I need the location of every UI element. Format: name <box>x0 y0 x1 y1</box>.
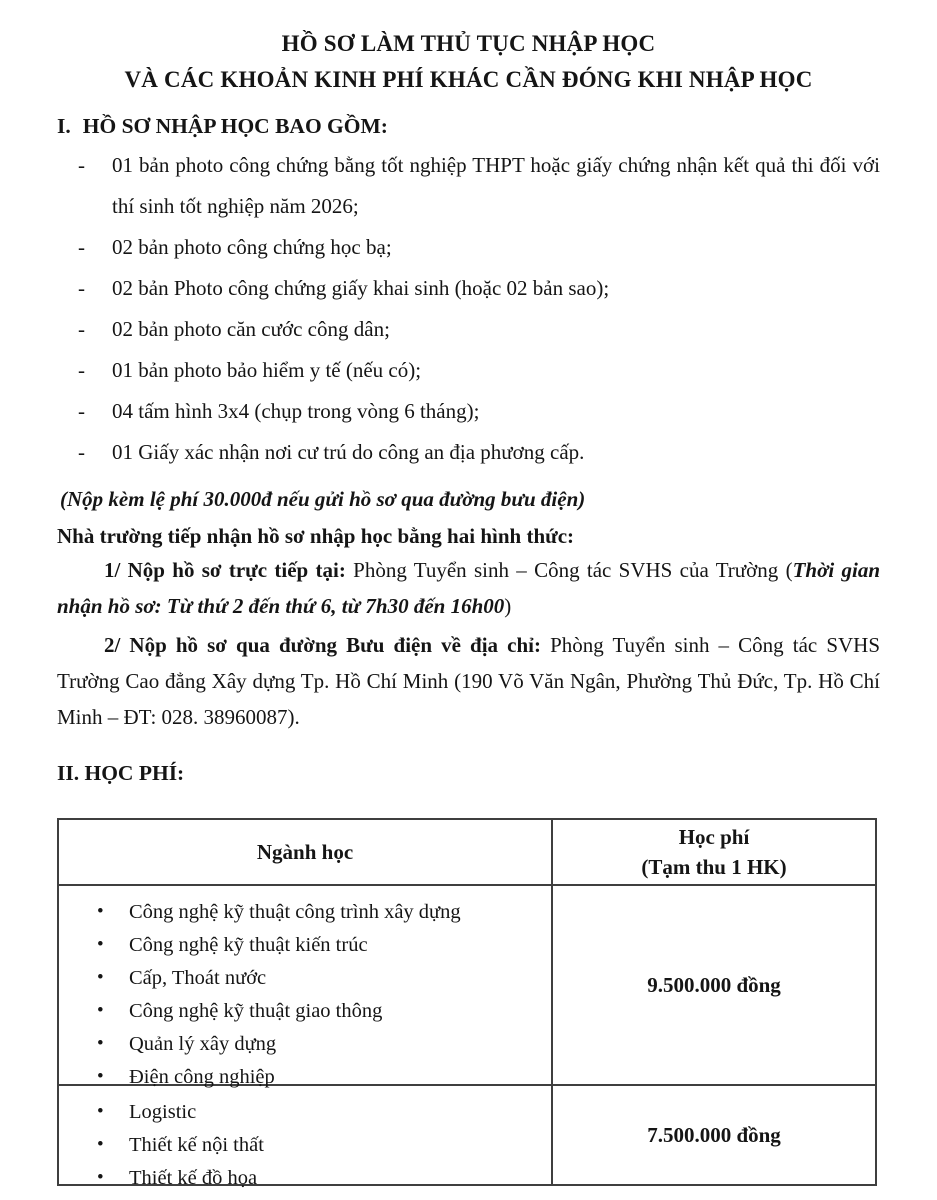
list-item-text: 02 bản photo căn cước công dân; <box>112 317 390 341</box>
method-1-close-paren: ) <box>504 594 512 618</box>
list-item <box>57 145 880 227</box>
submission-methods-intro: Nhà trường tiếp nhận hồ sơ nhập học bằng hai hình thức: <box>57 524 575 548</box>
list-item-text: 02 bản photo công chứng học bạ; <box>112 235 392 259</box>
list-item-text: 01 Giấy xác nhận nơi cư trú do công an địa phương cấp. <box>112 440 585 464</box>
bullet-marker: • <box>97 1101 104 1122</box>
major-item-text: Công nghệ kỹ thuật giao thông <box>129 1000 383 1022</box>
bullet-marker: • <box>97 967 104 988</box>
table-row <box>59 884 875 1088</box>
major-item-text: Quản lý xây dựng <box>129 1033 277 1055</box>
major-item <box>59 896 551 929</box>
majors-cell <box>59 886 553 1088</box>
dash-marker: - <box>78 358 85 382</box>
list-item-text: 01 bản photo bảo hiểm y tế (nếu có); <box>112 358 422 382</box>
title-line-2: VÀ CÁC KHOẢN KINH PHÍ KHÁC CẦN ĐÓNG KHI NHẬP HỌC <box>124 67 813 92</box>
list-item <box>57 391 880 432</box>
list-item-text: 04 tấm hình 3x4 (chụp trong vòng 6 tháng); <box>112 399 480 423</box>
method-1-time-note: Thời gian nhận hồ sơ: Từ thứ 2 đến thứ 6, từ 7h30 đến 16h00 <box>57 558 881 618</box>
major-item <box>59 1096 551 1129</box>
major-item <box>59 962 551 995</box>
section-1-heading <box>57 114 880 139</box>
major-item-text: Điện công nghiệp <box>129 1066 275 1088</box>
table-header-row <box>59 820 875 884</box>
major-item <box>59 929 551 962</box>
table-row <box>59 1084 875 1189</box>
method-1-paragraph <box>57 552 880 624</box>
fee-amount: 9.500.000 đồng <box>647 972 781 997</box>
dash-marker: - <box>78 399 85 423</box>
bullet-marker: • <box>97 1000 104 1021</box>
fee-amount: 7.500.000 đồng <box>647 1122 781 1147</box>
bullet-marker: • <box>97 901 104 922</box>
method-2-label: 2/ Nộp hồ sơ qua đường Bưu điện về địa chỉ: <box>104 633 541 657</box>
list-item-text: 02 bản Photo công chứng giấy khai sinh (hoặc 02 bản sao); <box>112 276 610 300</box>
bullet-marker: • <box>97 1134 104 1155</box>
major-item-text: Thiết kế đồ họa <box>129 1167 258 1189</box>
list-item <box>57 309 880 350</box>
major-item <box>59 1061 551 1094</box>
major-item-text: Thiết kế nội thất <box>129 1134 264 1156</box>
dash-marker: - <box>78 317 85 341</box>
dash-marker: - <box>78 235 85 259</box>
section-1-number: I. <box>57 114 71 138</box>
tuition-fee-table <box>57 818 877 1189</box>
bullet-marker: • <box>97 1167 104 1188</box>
dash-marker: - <box>78 440 85 464</box>
fee-column-header-line1: Học phí <box>678 825 750 849</box>
majors-cell <box>59 1086 553 1189</box>
major-item <box>59 1129 551 1162</box>
section-1-title: HỒ SƠ NHẬP HỌC BAO GỒM: <box>82 114 388 138</box>
list-item <box>57 227 880 268</box>
major-item <box>59 1028 551 1061</box>
list-item <box>57 432 880 473</box>
title-line-1: HỒ SƠ LÀM THỦ TỤC NHẬP HỌC <box>281 31 656 56</box>
bullet-marker: • <box>97 1033 104 1054</box>
method-1-label: 1/ Nộp hồ sơ trực tiếp tại: <box>104 558 346 582</box>
fee-cell <box>553 886 875 1084</box>
major-item <box>59 995 551 1028</box>
header-cell-major <box>59 820 553 884</box>
dash-marker: - <box>78 153 85 177</box>
bullet-marker: • <box>97 934 104 955</box>
dash-marker: - <box>78 276 85 300</box>
required-documents-list <box>57 145 880 473</box>
method-1-text: Phòng Tuyển sinh – Công tác SVHS của Trường ( <box>345 558 793 582</box>
major-item-text: Công nghệ kỹ thuật kiến trúc <box>129 934 368 956</box>
fee-column-header-line2: (Tạm thu 1 HK) <box>641 855 787 879</box>
mailing-fee-note: (Nộp kèm lệ phí 30.000đ nếu gửi hồ sơ qua đường bưu điện) <box>60 487 586 511</box>
major-item-text: Công nghệ kỹ thuật công trình xây dựng <box>129 901 461 923</box>
major-item <box>59 1162 551 1195</box>
section-2-heading: II. HỌC PHÍ: <box>57 761 185 785</box>
list-item <box>57 350 880 391</box>
header-cell-fee <box>553 820 875 884</box>
bullet-marker: • <box>97 1066 104 1087</box>
document-title <box>57 26 880 98</box>
method-2-text: Phòng Tuyển sinh – Công tác SVHS Trường Cao đẳng Xây dựng Tp. Hồ Chí Minh (190 Võ Văn Ngân, Phường Thủ Đức, Tp. Hồ Chí Minh – ĐT: 028. 38960087). <box>57 633 881 729</box>
fee-cell <box>553 1086 875 1184</box>
list-item-text: 01 bản photo công chứng bằng tốt nghiệp THPT hoặc giấy chứng nhận kết quả thi đối với thí sinh tốt nghiệp năm 2026; <box>112 153 880 218</box>
method-2-paragraph <box>57 627 880 735</box>
list-item <box>57 268 880 309</box>
major-column-header: Ngành học <box>256 840 354 864</box>
major-item-text: Cấp, Thoát nước <box>129 967 267 989</box>
major-item-text: Logistic <box>129 1101 197 1123</box>
